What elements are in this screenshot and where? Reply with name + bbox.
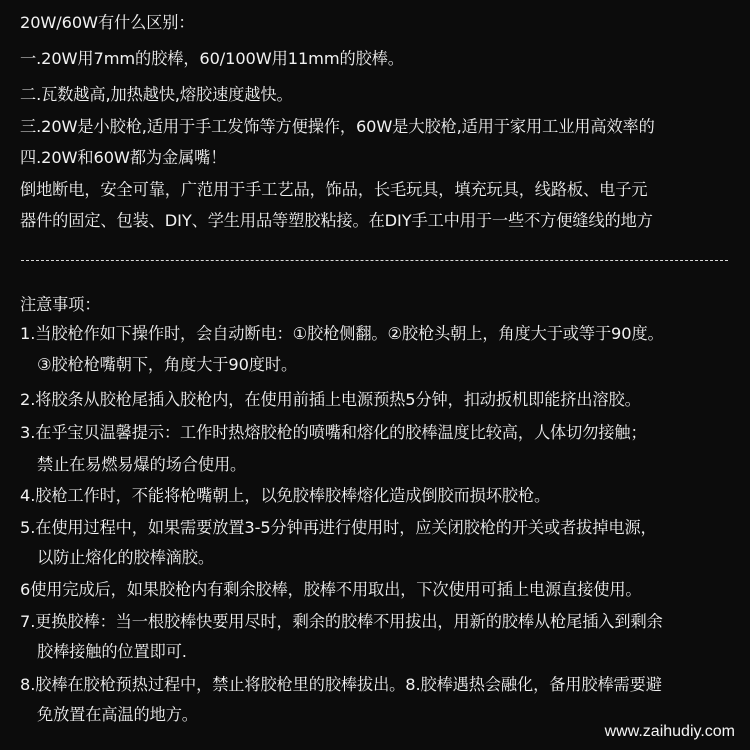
- website-watermark: www.zaihudiy.com: [604, 723, 735, 740]
- intro-line-2: 二.瓦数越高,加热越快,熔胶速度越快。: [20, 85, 293, 104]
- note-item-1-line-1: 1.当胶枪作如下操作时，会自动断电：①胶枪侧翻。②胶枪头朝上，角度大于或等于90度。: [20, 324, 664, 343]
- note-item-3-line-1: 3.在乎宝贝温馨提示：工作时热熔胶枪的喷嘴和熔化的胶棒温度比较高，人体切勿接触；: [20, 423, 647, 442]
- note-item-7-line-2: 胶棒接触的位置即可.: [37, 642, 187, 661]
- intro-line-4: 四.20W和60W都为金属嘴！: [20, 148, 227, 167]
- intro-line-1: 一.20W用7mm的胶棒，60/100W用11mm的胶棒。: [20, 49, 404, 68]
- dashed-divider: [21, 260, 728, 261]
- intro-line-5: 倒地断电，安全可靠，广范用于手工艺品，饰品，长毛玩具，填充玩具，线路板、电子元: [20, 180, 648, 199]
- note-item-7-line-1: 7.更换胶棒：当一根胶棒快要用尽时，剩余的胶棒不用拔出，用新的胶棒从枪尾插入到剩余: [20, 612, 663, 631]
- note-item-4: 4.胶枪工作时，不能将枪嘴朝上，以免胶棒胶棒熔化造成倒胶而损坏胶枪。: [20, 486, 551, 505]
- intro-title: 20W/60W有什么区别：: [20, 13, 195, 32]
- note-item-2: 2.将胶条从胶枪尾插入胶枪内，在使用前插上电源预热5分钟，扣动扳机即能挤出溶胶。: [20, 390, 641, 409]
- note-item-6: 6使用完成后，如果胶枪内有剩余胶棒，胶棒不用取出，下次使用可插上电源直接使用。: [20, 580, 642, 599]
- note-item-3-line-2: 禁止在易燃易爆的场合使用。: [37, 455, 247, 474]
- note-item-8-line-1: 8.胶棒在胶枪预热过程中，禁止将胶枪里的胶棒拔出。8.胶棒遇热会融化，备用胶棒需要避: [20, 675, 662, 694]
- note-item-5-line-2: 以防止熔化的胶棒滴胶。: [37, 548, 214, 567]
- intro-line-6: 器件的固定、包装、DIY、学生用品等塑胶粘接。在DIY手工中用于一些不方便缝线的地方: [20, 211, 653, 230]
- note-item-5-line-1: 5.在使用过程中，如果需要放置3-5分钟再进行使用时，应关闭胶枪的开关或者拔掉电源，: [20, 518, 657, 537]
- note-item-1-line-2: ③胶枪枪嘴朝下，角度大于90度时。: [37, 355, 298, 374]
- notes-title: 注意事项：: [20, 295, 101, 314]
- intro-line-3: 三.20W是小胶枪,适用于手工发饰等方便操作，60W是大胶枪,适用于家用工业用高效率的: [20, 117, 655, 136]
- note-item-8-line-2: 免放置在高温的地方。: [37, 705, 198, 724]
